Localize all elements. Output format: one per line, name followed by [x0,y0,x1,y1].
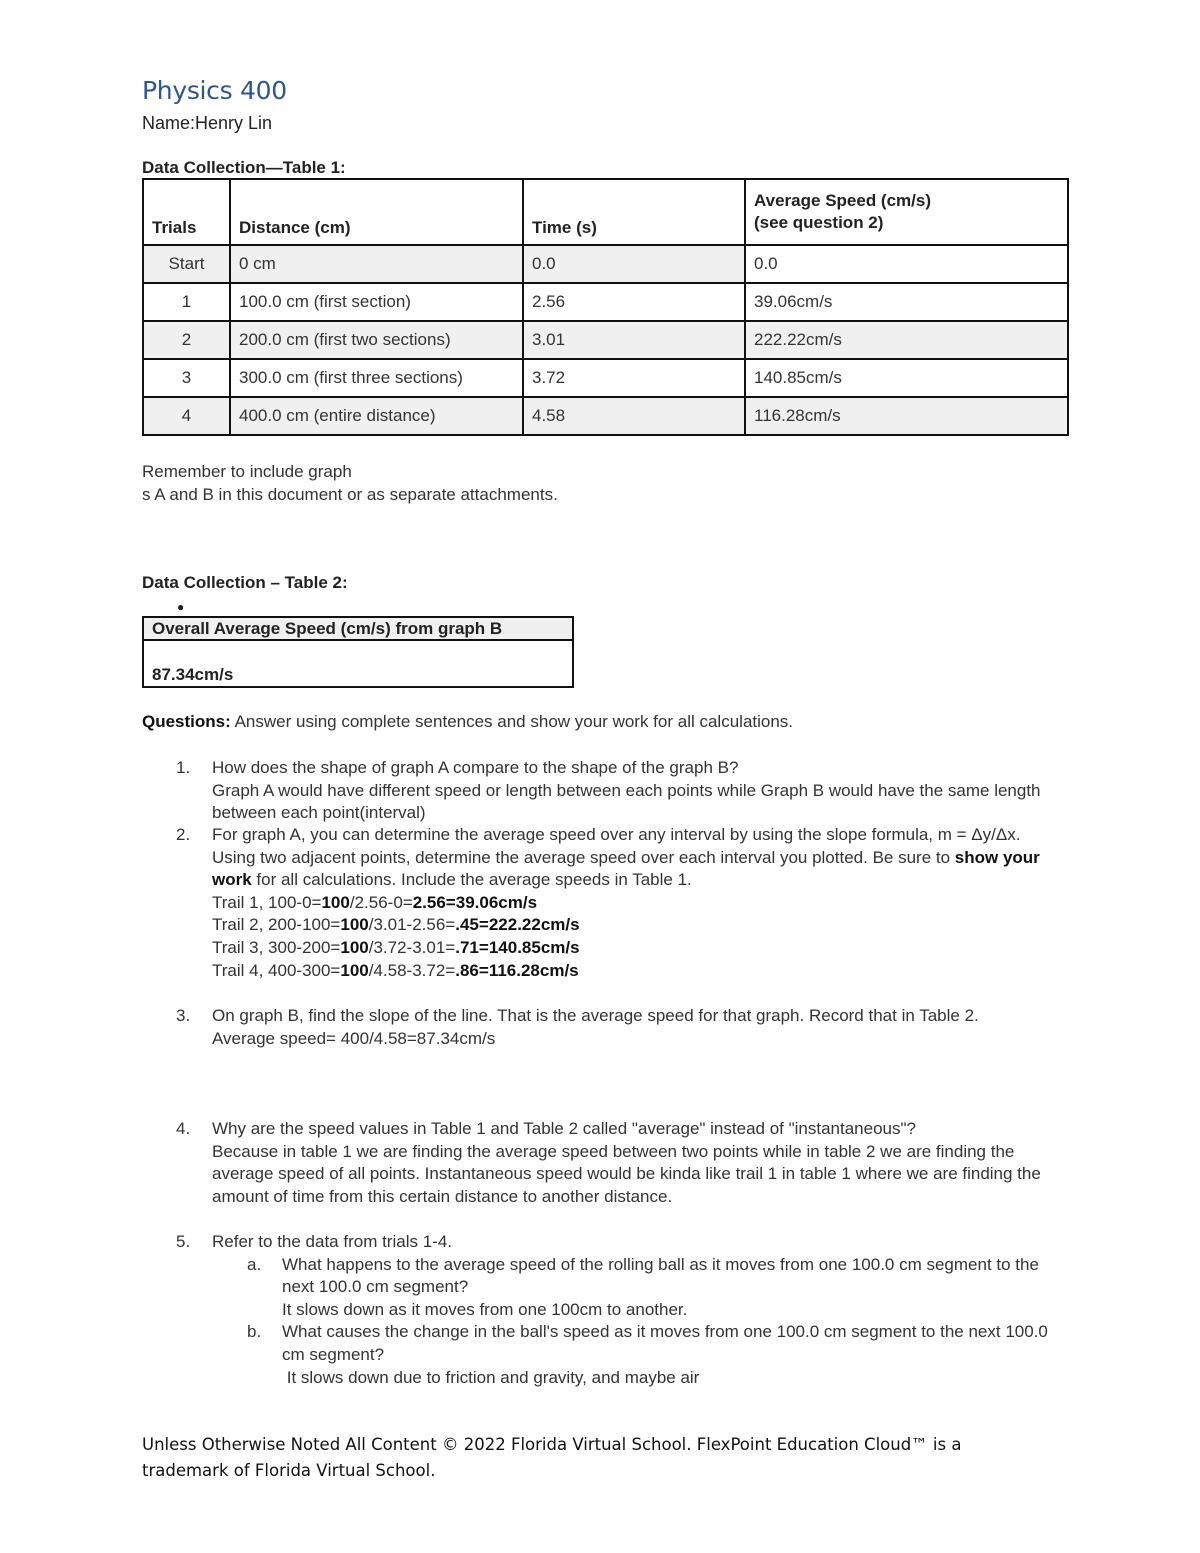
questions-intro [142,712,793,732]
table2-header: Overall Average Speed (cm/s) from graph B [143,617,573,640]
question-number: 4. [176,1119,191,1138]
header-distance: Distance (cm) [230,179,523,245]
table-row [143,245,1068,283]
cell-speed: 0.0 [745,245,1068,283]
question-prompt: On graph B, find the slope of the line. That is the average speed for that graph. Record that in Table 2. [212,1006,979,1025]
bullet-icon: ● [177,600,185,614]
table-row [143,321,1068,359]
cell-trial: 2 [143,321,230,359]
sub-question-b [176,1321,1066,1389]
sub-letter: a. [247,1254,262,1274]
prompt-text: For graph A, you can determine the average speed over any interval by using the slope formula, m = Δy/Δx. Using two adjacent points, determine the average speed over each interval you plotted. Be sure to [212,825,1021,867]
name-value: Henry Lin [195,113,273,133]
cell-trial: Start [143,245,230,283]
table1-caption: Data Collection—Table 1: [142,158,346,177]
trail-calc: Trail 4, 400-300=100/4.58-3.72=.86=116.28cm/s [212,960,579,980]
header-trials: Trials [143,179,230,245]
question-answer: Because in table 1 we are finding the average speed between two points while in table 2 we are finding the average speed of all points. Instantaneous speed would be kinda like trail 1 in table 1 where we are finding the amount of time from this certain distance to another distance. [212,1141,1041,1206]
question-answer: Graph A would have different speed or length between each points while Graph B would have the same length between each point(interval) [212,780,1041,823]
data-table-1 [142,178,1069,436]
question-number: 5. [176,1232,191,1251]
copyright-footer: Unless Otherwise Noted All Content © 2022 Florida Virtual School. FlexPoint Education Cloud™ is a trademark of Florida Virtual School. [142,1435,962,1480]
cell-distance: 300.0 cm (first three sections) [230,359,523,397]
table-row [143,359,1068,397]
trail-calc: Trail 1, 100-0=100/2.56-0=2.56=39.06cm/s [212,892,538,912]
question-number: 2. [176,825,191,844]
cell-time: 3.72 [523,359,745,397]
cell-trial: 3 [143,359,230,397]
page-title: Physics 400 [142,76,287,105]
header-speed-line1: Average Speed (cm/s) [754,191,931,210]
sub-question-a [176,1254,1066,1322]
cell-distance: 400.0 cm (entire distance) [230,397,523,435]
question-prompt [212,824,1064,892]
sub-prompt: What happens to the average speed of the rolling ball as it moves from one 100.0 cm segment to the next 100.0 cm segment? [282,1254,1039,1297]
sub-answer: It slows down due to friction and gravity, and maybe air [282,1367,700,1387]
name-label: Name: [142,113,196,133]
cell-distance: 200.0 cm (first two sections) [230,321,523,359]
graph-reminder [142,460,558,506]
header-time: Time (s) [523,179,745,245]
question-number: 1. [176,758,191,777]
sub-answer: It slows down as it moves from one 100cm to another. [282,1299,688,1319]
cell-distance: 0 cm [230,245,523,283]
data-table-2 [142,616,574,688]
cell-trial: 4 [143,397,230,435]
student-name [142,113,272,134]
trail-calc: Trail 2, 200-100=100/3.01-2.56=.45=222.22cm/s [212,915,580,935]
question-prompt: Refer to the data from trials 1-4. [212,1232,452,1251]
cell-speed: 222.22cm/s [745,321,1068,359]
question-prompt: How does the shape of graph A compare to the shape of the graph B? [212,758,739,777]
prompt-emphasis: show your work [212,847,1040,890]
header-speed [745,179,1068,245]
questions-instruction: Answer using complete sentences and show your work for all calculations. [230,712,794,731]
table-header-row [143,179,1068,245]
reminder-line2: s A and B in this document or as separate attachments. [142,485,558,504]
cell-speed: 39.06cm/s [745,283,1068,321]
question-answer: Average speed= 400/4.58=87.34cm/s [212,1028,496,1048]
cell-speed: 116.28cm/s [745,397,1068,435]
cell-trial: 1 [143,283,230,321]
prompt-text: for all calculations. Include the average speeds in Table 1. [251,870,692,890]
table-row [143,283,1068,321]
questions-label: Questions: [142,712,231,731]
header-speed-line2: (see question 2) [754,213,884,232]
reminder-line1: Remember to include graph [142,462,352,481]
cell-time: 2.56 [523,283,745,321]
table2-value: 87.34cm/s [143,640,573,687]
table2-caption: Data Collection – Table 2: [142,573,348,592]
cell-speed: 140.85cm/s [745,359,1068,397]
cell-time: 4.58 [523,397,745,435]
trail-calc: Trail 3, 300-200=100/3.72-3.01=.71=140.85cm/s [212,937,580,957]
sub-prompt: What causes the change in the ball's speed as it moves from one 100.0 cm segment to the next 100.0 cm segment? [282,1322,1048,1364]
cell-time: 0.0 [523,245,745,283]
cell-time: 3.01 [523,321,745,359]
table-row [143,397,1068,435]
sub-letter: b. [247,1322,262,1342]
cell-distance: 100.0 cm (first section) [230,283,523,321]
question-number: 3. [176,1006,191,1025]
question-prompt: Why are the speed values in Table 1 and Table 2 called "average" instead of "instantaneous"? [212,1119,916,1138]
